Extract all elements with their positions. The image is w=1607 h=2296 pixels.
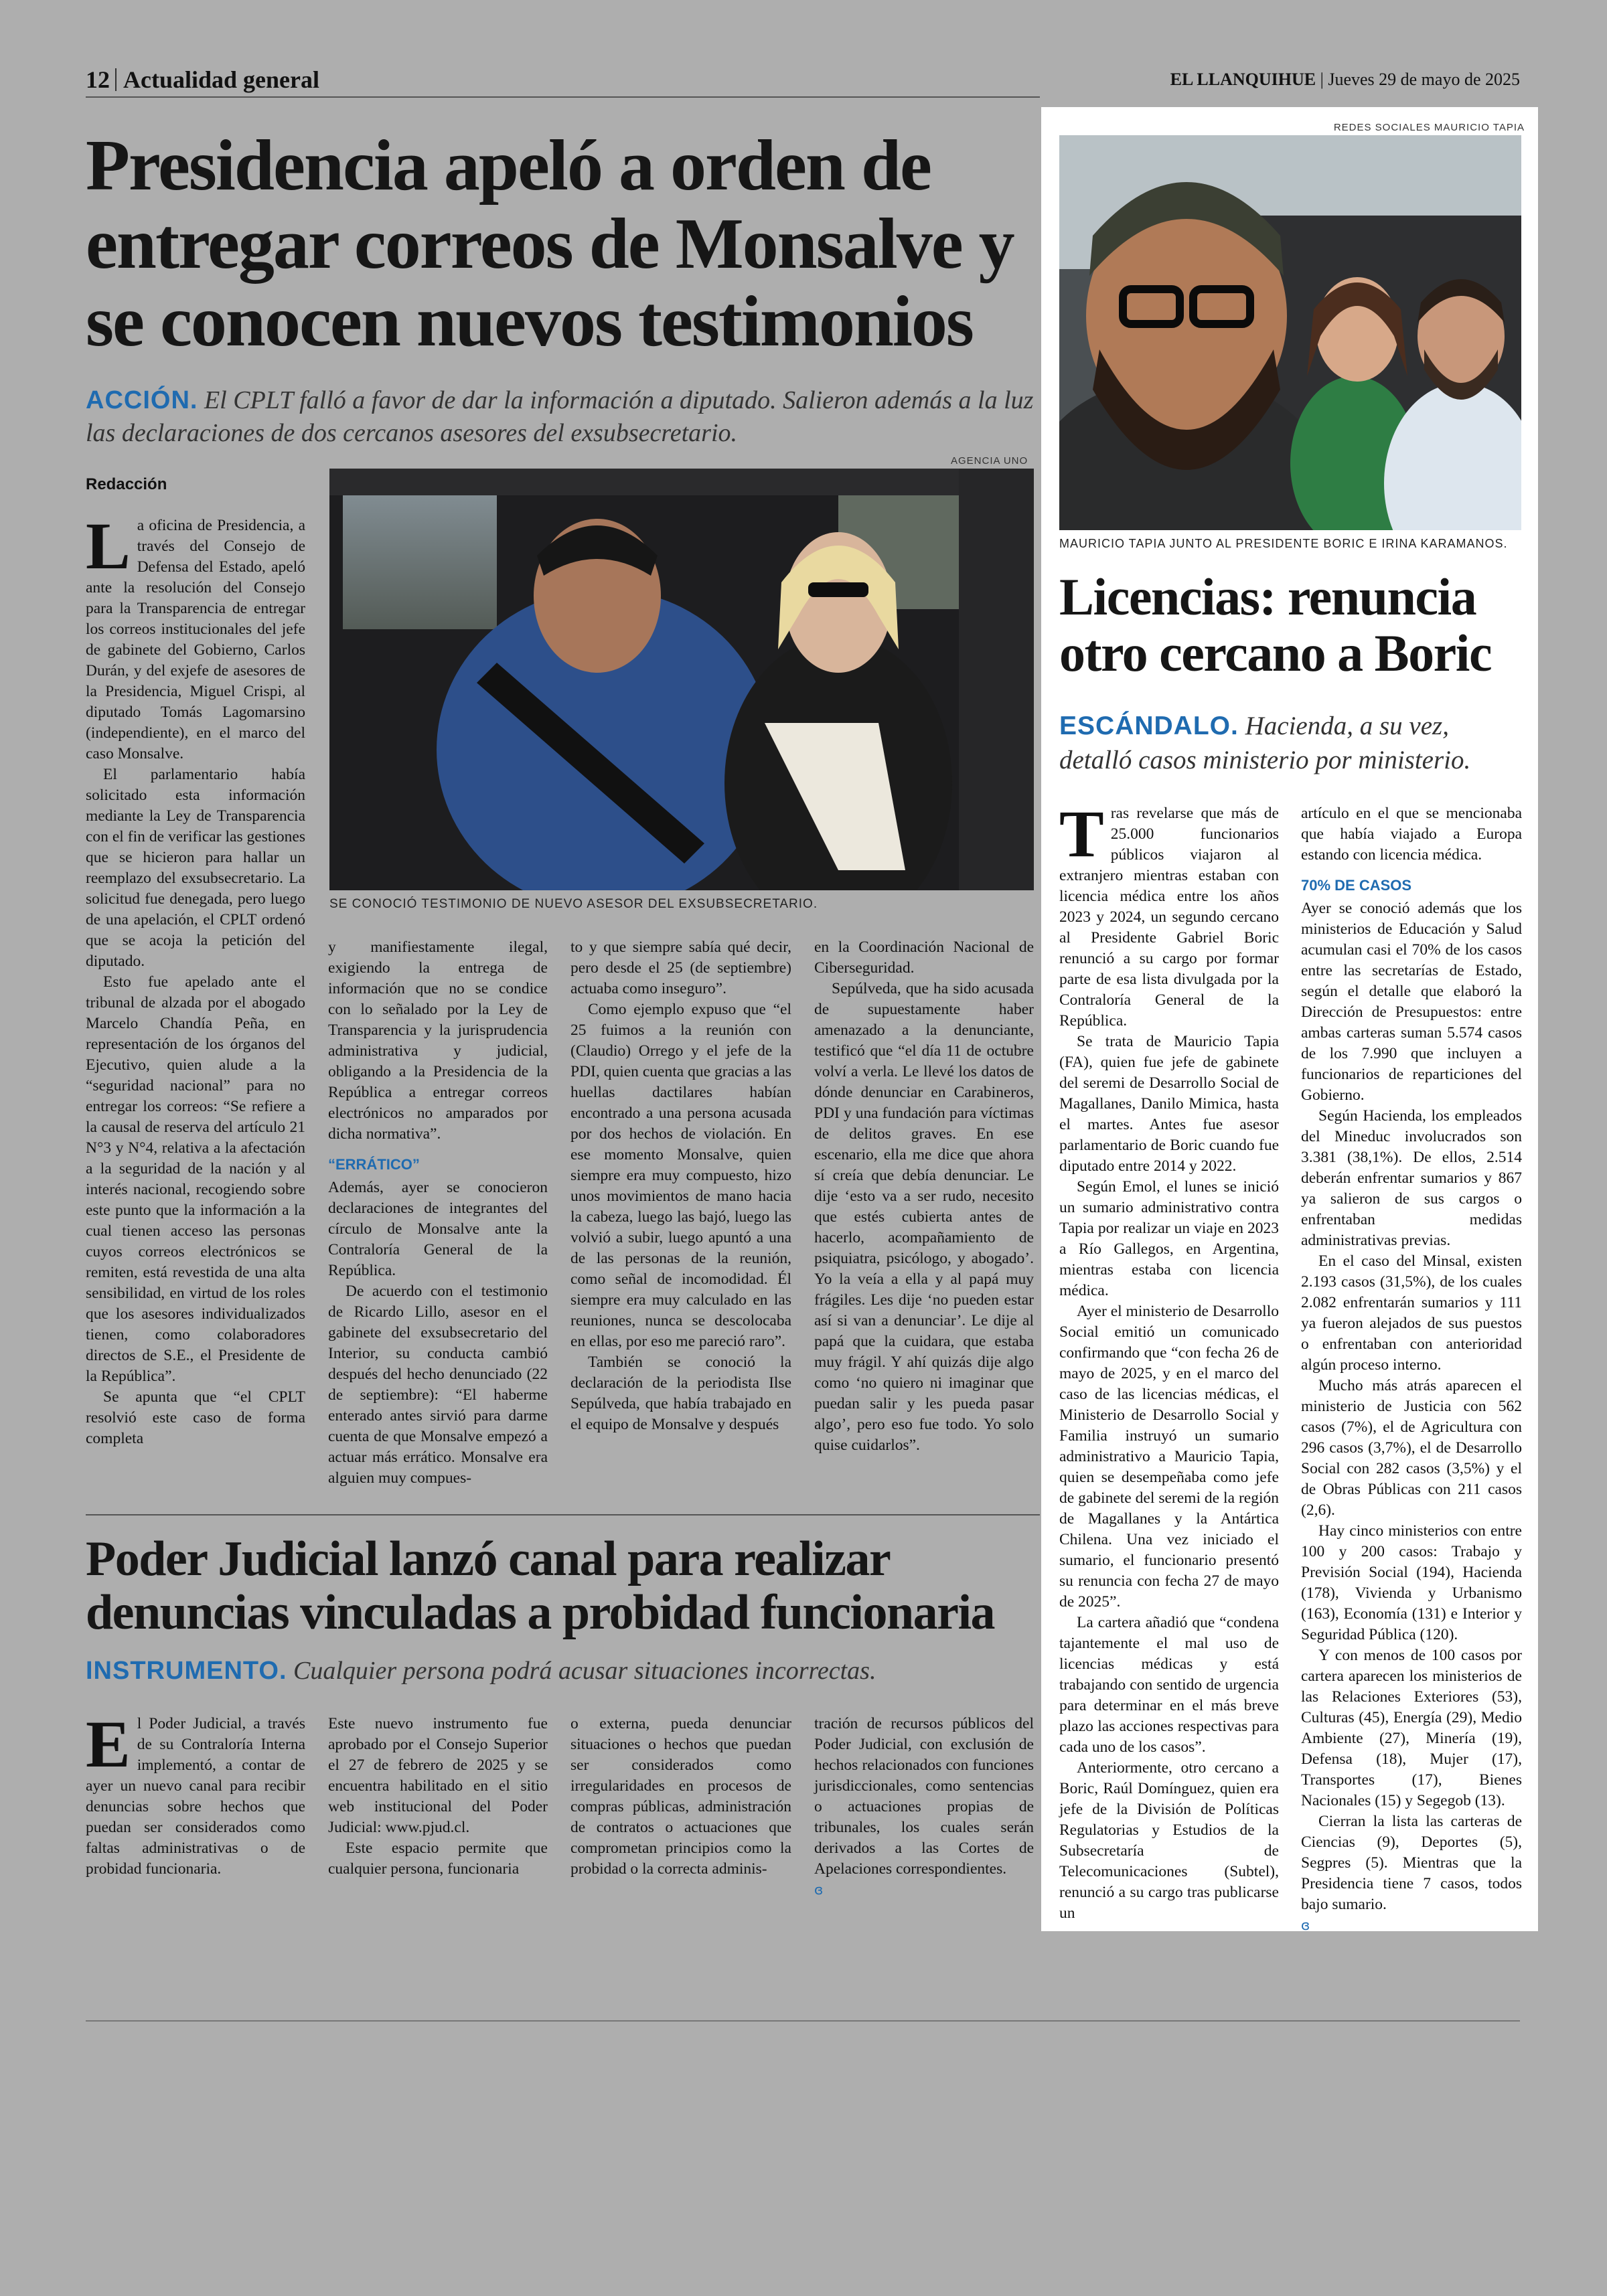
article-divider [86,1514,1040,1515]
paragraph: La cartera añadió que “condena tajantemente el mal uso de licencias médicas y está trabajando con sentido de urgencia para determinar en el más breve plazo las acciones respectivas para cada uno de los casos”. [1059,1614,1279,1756]
second-tag: INSTRUMENTO. [86,1656,287,1685]
main-lead [86,384,1037,450]
footer-rule [86,2020,1520,2022]
paragraph: to y que siempre sabía qué decir, pero desde el 25 (de septiembre) actuaba como inseguro”. [570,938,791,997]
page-header [86,64,1520,98]
paragraph: Según Emol, el lunes se inició un sumario administrativo contra Tapia por realizar un viaje en 2023 a Río Gallegos, en Argentina, mientras estaba con licencia médica. [1059,1178,1279,1299]
section-title: Actualidad general [123,66,319,93]
selfie-photo [1059,135,1521,530]
paragraph: Este espacio permite que cualquier persona, funcionaria [328,1839,548,1878]
header-divider [115,68,117,91]
paragraph: Ayer se conoció además que los ministerios de Educación y Salud acumulan casi el 70% de los casos entre las secretarías de Estado, según el detalle que elaboró la Dirección de Presupuestos: entre ambas carteras suman 5.574 casos de los 7.990 que incluyen a funcionarios de reparticiones del Gobierno. [1301,900,1522,1104]
paragraph: tración de recursos públicos del Poder Judicial, con exclusión de hechos relacionados con funciones jurisdiccionales, como sentencias o actuaciones propias de tribunales, los cuales serán derivados a las Cortes de Apelaciones correspondientes. [814,1715,1034,1878]
subhead-erratico: “ERRÁTICO” [328,1156,420,1173]
sidebar-lead-text: Hacienda, a su vez, detalló casos ministerio por ministerio. [1059,712,1471,774]
paragraph: Este nuevo instrumento fue aprobado por el Consejo Superior el 27 de febrero de 2025 y se encuentra habilitado en el sitio web institucional del Poder Judicial: www.pjud.cl. [328,1715,548,1836]
drop-cap: L [86,509,131,583]
end-mark-icon: ɞ [1301,1917,1310,1933]
paragraph: Además, ayer se conocieron declaraciones de integrantes del círculo de Monsalve ante la Contraloría General de la República. [328,1179,548,1279]
main-headline: Presidencia apeló a orden de entregar correos de Monsalve y se conocen nuevos testimonios [86,126,1014,362]
sidebar-photo-credit: REDES SOCIALES MAURICIO TAPIA [1333,122,1525,133]
drop-cap: E [86,1707,131,1781]
paragraph: y manifiestamente ilegal, exigiendo la entrega de información que no se condice con lo señalado por la Ley de Transparencia y la jurisprudencia administrativa y judicial, obligando a la Presidencia de la República a entregar correos electrónicos no amparados por dicha normativa”. [328,938,548,1143]
issue-date: Jueves 29 de mayo de 2025 [1328,70,1520,89]
second-lead-text: Cualquier persona podrá acusar situaciones incorrectas. [293,1656,876,1685]
paragraph: También se conoció la declaración de la periodista Ilse Sepúlveda, que había trabajado en el equipo de Monsalve y después [570,1354,791,1433]
paragraph: Cierran la lista las carteras de Ciencias (9), Deportes (5), Segpres (5). Mientras que la Presidencia tiene 7 casos, todos bajo sumario. [1301,1813,1522,1913]
main-column-2 [328,937,548,1489]
drop-cap: T [1059,797,1104,871]
paragraph: o externa, pueda denunciar situaciones o hechos que puedan ser considerados como irregularidades en procesos de compras públicas, administración de contratos o actuaciones que comprometan principios como la probidad o la correcta adminis- [570,1715,791,1878]
car-interior-photo [329,469,1034,890]
main-article [86,127,1033,450]
second-column-3 [570,1714,791,1880]
main-lead-text: El CPLT falló a favor de dar la información a diputado. Salieron además a la luz las declaraciones de dos cercanos asesores del exsubsecretario. [86,386,1034,448]
paragraph: En el caso del Minsal, existen 2.193 casos (31,5%), de los cuales 2.082 enfrentarán sumarios y 111 ya fueron alejados de sus puestos o enfrentaban con anterioridad algún proceso interno. [1301,1252,1522,1374]
main-tag: ACCIÓN. [86,386,198,414]
paragraph: Ayer el ministerio de Desarrollo Social emitió un comunicado confirmando que “con fecha 26 de mayo de 2025, y en el marco del caso de las licencias médicas, el Ministerio de Desarrollo Social y Familia instruyó un sumario administrativo a Mauricio Tapia, quien se desempeñaba como jefe de gabinete del seremi de la región de Magallanes y la Antártica Chilena. Una vez iniciado el sumario, el funcionario presentó su renuncia con fecha 27 de mayo de 2025”. [1059,1303,1279,1611]
paragraph: Se trata de Mauricio Tapia (FA), quien fue jefe de gabinete del seremi de Desarrollo Social de Magallanes, Danilo Mimica, hasta el martes. Antes fue asesor parlamentario de Boric cuando fue diputado entre 2014 y 2022. [1059,1033,1279,1175]
paragraph: El parlamentario había solicitado esta información mediante la Ley de Transparencia con el fin de verificar las gestiones que se hicieron para hallar un reemplazo del exsubsecretario. La solicitud fue denegada, pero luego de una apelación, el CPLT ordenó que se acoja la petición del diputado. [86,766,305,970]
main-column-1 [86,509,305,1449]
paragraph: De acuerdo con el testimonio de Ricardo Lillo, asesor en el gabinete del exsubsecretario del Interior, su conducta cambió después del hecho denunciado (22 de septiembre): “El haberme enterado antes sirvió para darme cuenta de que Monsalve empezó a actuar más errático. Monsalve era alguien muy compues- [328,1283,548,1487]
header-rule [86,96,1040,98]
paragraph: Como ejemplo expuso que “el 25 fuimos a la reunión con (Claudio) Orrego y el jefe de la PDI, quien cuenta que gracias a las huellas dactilares habían encontrado a una persona acusada por dos hechos de violación. En ese momento Monsalve, quien siempre era muy compuesto, hizo unos movimientos de mano hacia la cabeza, luego las bajó, luego las volvió a subir, luego apuntó a una de las personas de la reunión, como señal de incomodidad. Él siempre era muy calculado en las reuniones, nunca se descolocaba en ellas, por eso me pareció raro”. [570,1001,791,1350]
second-article [86,1533,1037,1688]
paragraph: Se apunta que “el CPLT resolvió este caso de forma completa [86,1388,305,1447]
byline: Redacción [86,475,167,493]
paragraph: Sepúlveda, que ha sido acusada de supuestamente haber amenazado a la denunciante, testificó que “el día 11 de octubre volví a verla. Le llevé los datos de dónde denunciar en Carabineros, PDI y una fundación para víctimas de delitos graves. En ese escenario, ella me dice que ahora sí creía que debía denunciar. Le dije ‘esto va a ser rudo, necesito que estés cubierta antes de hacerlo, acompañamiento de psiquiatra, psicólogo, y abogado’. Yo la veía a ella y al papá muy frágiles. Les dije ‘no pueden estar así si van a denunciar’. Le dije al papá que la cuidara, que estaba muy frágil. Y ahí quizás dije algo como ‘no quiero ni imaginar que puedan salir y les pueda pasar algo’, pero eso fue todo. Yo solo quise cuidarlos”. [814,980,1034,1454]
second-headline: Poder Judicial lanzó canal para realizar denuncias vinculadas a probidad funcionaria [86,1532,995,1640]
paragraph: Hay cinco ministerios con entre 100 y 200 casos: Trabajo y Previsión Social (194), Hacienda (178), Vivienda y Urbanismo (163), Economía (131) e Interior y Seguridad Pública (120). [1301,1522,1522,1643]
main-photo-caption: SE CONOCIÓ TESTIMONIO DE NUEVO ASESOR DEL EXSUBSECRETARIO. [329,897,818,911]
sidebar-tag: ESCÁNDALO. [1059,712,1239,740]
paragraph: artículo en el que se mencionaba que había viajado a Europa estando con licencia médica. [1301,805,1522,864]
sidebar-column-2 [1301,803,1522,1936]
paragraph: Anteriormente, otro cercano a Boric, Raúl Domínguez, quien era jefe de la División de Políticas Regulatorias y Estudios de la Subsecretaría de Telecomunicaciones (Subtel), renunció a su cargo tras publicarse un [1059,1759,1279,1922]
sidebar-column-1 [1059,797,1279,1924]
second-column-2 [328,1714,548,1880]
second-column-1 [86,1707,305,1880]
sidebar-photo [1059,135,1521,530]
subhead-70-casos: 70% DE CASOS [1301,877,1412,894]
header-right: EL LLANQUIHUE | Jueves 29 de mayo de 2025 [1170,70,1520,89]
publication-name: EL LLANQUIHUE [1170,70,1316,89]
paragraph: Y con menos de 100 casos por cartera aparecen los ministerios de las Relaciones Exteriores (53), Culturas (45), Energía (29), Medio Ambiente (27), Minería (19), Defensa (18), Mujer (17), Transportes (17), Bienes Nacionales (15) y Segegob (13). [1301,1647,1522,1809]
sidebar-article [1041,107,1538,1931]
second-lead [86,1655,1037,1688]
second-column-4 [814,1714,1034,1900]
sidebar-lead [1059,710,1521,777]
main-photo-credit: AGENCIA UNO [951,455,1028,467]
main-photo [329,469,1034,890]
sidebar-photo-caption: MAURICIO TAPIA JUNTO AL PRESIDENTE BORIC E IRINA KARAMANOS. [1059,537,1508,550]
sidebar-headline: Licencias: renuncia otro cercano a Boric [1059,568,1492,683]
paragraph: a oficina de Presidencia, a través del Consejo de Defensa del Estado, apeló ante la resolución del Consejo para la Transparencia de entregar los correos institucionales del jefe de gabinete del Gobierno, Carlos Durán, y del exjefe de asesores de la Presidencia, Miguel Crispi, al diputado Tomás Lagomarsino (independiente), en el marco del caso Monsalve. [86,517,305,762]
main-column-4 [814,937,1034,1456]
paragraph: l Poder Judicial, a través de su Contraloría Interna implementó, a contar de ayer un nuevo canal para recibir denuncias sobre hechos que puedan ser considerados como faltas administrativas o de probidad funcionaria. [86,1715,305,1878]
main-column-3 [570,937,791,1435]
paragraph: ras revelarse que más de 25.000 funcionarios públicos viajaron al extranjero mientras estaban con licencia médica entre los años 2023 y 2024, un segundo cercano al Presidente Gabriel Boric renunció a su cargo por formar parte de esa lista divulgada por la Contraloría General de la República. [1059,805,1279,1030]
paragraph: Esto fue apelado ante el tribunal de alzada por el abogado Marcelo Chandía Peña, en representación de los órganos del Ejecutivo, quien alude a la “seguridad nacional” para no entregar los correos: “Se refiere a la causal de reserva del artículo 21 N°3 y N°4, relativa a la afectación a la seguridad de la nación y al interés nacional, recogiendo sobre este punto que la información a la cual tienen acceso las personas cuyos correos electrónicos se remiten, está revestida de una alta sensibilidad, en virtud de los roles que los asesores individualizados tienen, como colaboradores directos de S.E., el Presidente de la República”. [86,973,305,1385]
page-number: 12 [86,66,110,93]
end-mark-icon: ɞ [814,1882,824,1898]
paragraph: en la Coordinación Nacional de Ciberseguridad. [814,938,1034,977]
paragraph: Mucho más atrás aparecen el ministerio de Justicia con 562 casos (7%), el de Agricultura con 296 casos (3,7%), el de Desarrollo Social con 282 casos (3,5%) y el de Obras Públicas con 211 casos (2,6). [1301,1377,1522,1519]
paragraph: Según Hacienda, los empleados del Mineduc involucrados son 3.381 (38,1%). De ellos, 2.514 deberán enfrentar sumarios y 867 ya salieron de sus cargos o enfrentaban medidas administrativas previas. [1301,1107,1522,1249]
